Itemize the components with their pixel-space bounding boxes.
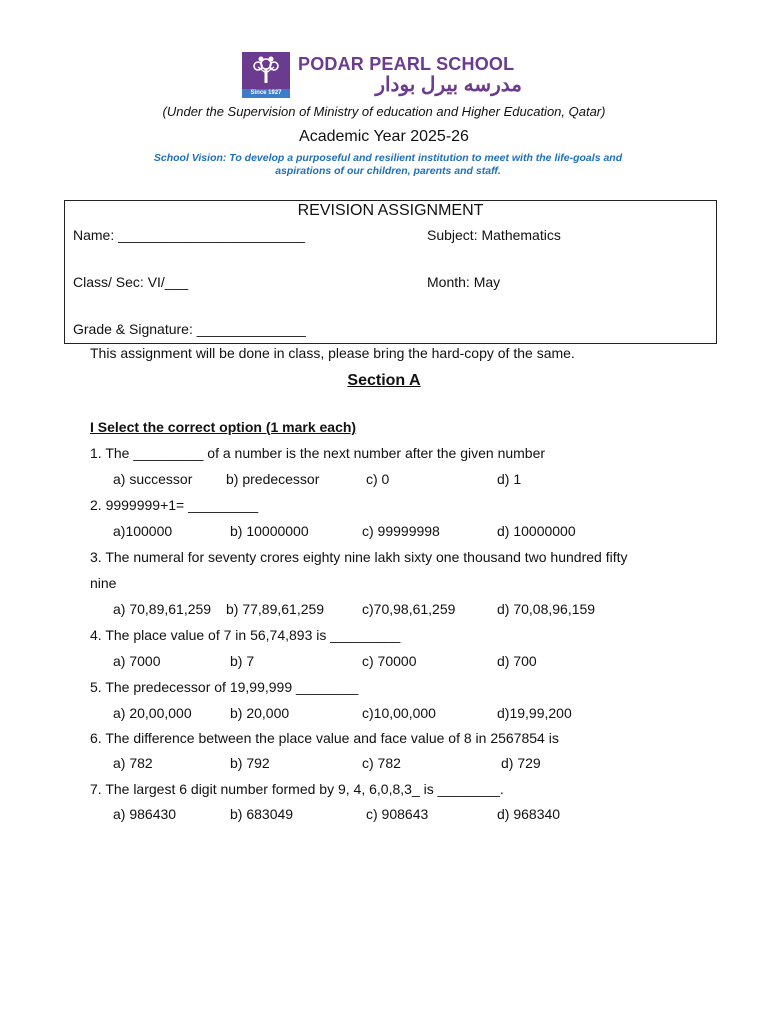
tree-logo-badge — [242, 52, 290, 98]
q6-option-b: b) 792 — [230, 755, 270, 771]
q2-option-a: a)100000 — [113, 523, 173, 539]
q5-option-d: d)19,99,200 — [497, 705, 572, 721]
q4-option-b: b) 7 — [230, 653, 255, 669]
school-vision — [120, 152, 656, 178]
q7-option-a: a) 986430 — [113, 806, 177, 822]
q5-option-c: c)10,00,000 — [362, 705, 436, 721]
question-5: 5. The predecessor of 19,99,999 ________ — [90, 679, 359, 695]
q6-option-a: a) 782 — [113, 755, 153, 771]
q1-option-c: c) 0 — [366, 471, 390, 487]
supervision-note: (Under the Supervision of Ministry of education and Higher Education, Qatar) — [162, 104, 606, 119]
subject-label: Subject: Mathematics — [427, 227, 561, 243]
q6-option-d: d) 729 — [501, 755, 541, 771]
q1-option-a: a) successor — [113, 471, 193, 487]
school-name: PODAR PEARL SCHOOL — [298, 54, 515, 74]
q2-option-b: b) 10000000 — [230, 523, 309, 539]
vision-line-2: aspirations of our children, parents and staff. — [275, 165, 501, 177]
tree-icon — [249, 55, 283, 85]
since-label: Since 1927 — [242, 89, 290, 98]
q1-option-b: b) predecessor — [226, 471, 320, 487]
vision-line-1: School Vision: To develop a purposeful and resilient institution to meet with the life-goals and — [153, 152, 623, 164]
month-label: Month: May — [427, 274, 501, 290]
school-logo — [242, 52, 532, 98]
part-title: I Select the correct option (1 mark each) — [90, 419, 357, 435]
q7-option-c: c) 908643 — [366, 806, 429, 822]
school-name-arabic: مدرسه بيرل بودار — [375, 74, 522, 96]
academic-year: Academic Year 2025-26 — [299, 128, 469, 145]
q5-option-a: a) 20,00,000 — [113, 705, 192, 721]
q3-option-b: b) 77,89,61,259 — [226, 601, 325, 617]
q4-option-d: d) 700 — [497, 653, 537, 669]
q2-option-c: c) 99999998 — [362, 523, 440, 539]
section-title: Section A — [347, 372, 421, 389]
question-3-continued: nine — [90, 575, 117, 591]
q6-option-c: c) 782 — [362, 755, 401, 771]
assignment-instructions: This assignment will be done in class, please bring the hard-copy of the same. — [90, 345, 575, 361]
student-info-box — [64, 200, 717, 344]
assignment-title: REVISION ASSIGNMENT — [297, 202, 484, 219]
question-3: 3. The numeral for seventy crores eighty nine lakh sixty one thousand two hundred fifty — [90, 549, 628, 565]
q3-option-c: c)70,98,61,259 — [362, 601, 456, 617]
name-field[interactable]: Name: ________________________ — [73, 227, 305, 243]
q2-option-d: d) 10000000 — [497, 523, 576, 539]
q5-option-b: b) 20,000 — [230, 705, 290, 721]
question-7: 7. The largest 6 digit number formed by 9, 4, 6,0,8,3_ is ________. — [90, 781, 504, 797]
question-6: 6. The difference between the place value and face value of 8 in 2567854 is — [90, 730, 559, 746]
question-2: 2. 9999999+1= _________ — [90, 497, 259, 513]
q7-option-b: b) 683049 — [230, 806, 294, 822]
q1-option-d: d) 1 — [497, 471, 522, 487]
q3-option-d: d) 70,08,96,159 — [497, 601, 596, 617]
q7-option-d: d) 968340 — [497, 806, 561, 822]
question-1: 1. The _________ of a number is the next number after the given number — [90, 445, 546, 461]
q4-option-c: c) 70000 — [362, 653, 417, 669]
class-section-field[interactable]: Class/ Sec: VI/___ — [73, 274, 189, 290]
question-4: 4. The place value of 7 in 56,74,893 is _________ — [90, 627, 401, 643]
q4-option-a: a) 7000 — [113, 653, 161, 669]
q3-option-a: a) 70,89,61,259 — [113, 601, 212, 617]
grade-signature-field[interactable]: Grade & Signature: ______________ — [73, 321, 306, 337]
